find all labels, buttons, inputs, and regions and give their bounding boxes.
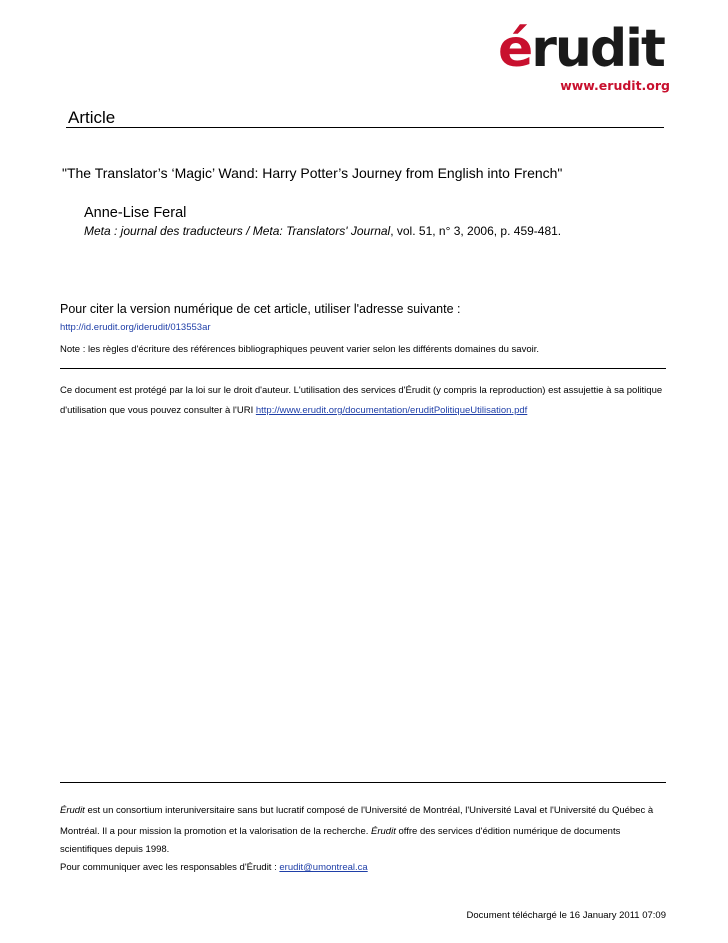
rights-line-2-text: d'utilisation que vous pouvez consulter à l'URI	[60, 405, 256, 416]
erudit-name: Érudit	[371, 826, 396, 837]
logo-url: www.erudit.org	[560, 78, 670, 93]
erudit-logo	[498, 20, 670, 100]
contact-text: Pour communiquer avec les responsables d'Érudit :	[60, 862, 280, 873]
logo-word-rest: rudit	[531, 19, 664, 79]
email-link[interactable]: erudit@umontreal.ca	[279, 862, 368, 873]
divider	[60, 782, 666, 783]
about-line-2-suffix: offre des services d'édition numérique de documents	[395, 826, 621, 837]
header-divider	[66, 127, 664, 128]
rights-line-2	[60, 405, 527, 416]
divider	[60, 368, 666, 369]
article-author: Anne-Lise Feral	[84, 205, 187, 221]
citation-note: Note : les règles d'écriture des références bibliographiques peuvent varier selon les différents domaines du savoir.	[60, 344, 540, 355]
erudit-name: Érudit	[60, 805, 85, 816]
about-line-1	[60, 805, 653, 816]
citation-details: , vol. 51, n° 3, 2006, p. 459-481.	[390, 224, 562, 238]
about-line-3: scientifiques depuis 1998.	[60, 844, 170, 855]
about-line-2	[60, 826, 620, 837]
logo-accent-letter: é	[498, 19, 532, 79]
journal-name: Meta : journal des traducteurs / Meta: Translators' Journal	[84, 224, 391, 238]
rights-line-1: Ce document est protégé par la loi sur le droit d'auteur. L'utilisation des services d'Érudit (y compris la reproduction) est assujettie à sa politique	[60, 385, 663, 396]
section-label: Article	[68, 108, 116, 127]
download-timestamp: Document téléchargé le 16 January 2011 07:09	[466, 910, 666, 921]
policy-link[interactable]: http://www.erudit.org/documentation/eruditPolitiqueUtilisation.pdf	[255, 405, 528, 416]
cite-heading: Pour citer la version numérique de cet article, utiliser l'adresse suivante :	[60, 302, 461, 316]
permalink-link[interactable]: http://id.erudit.org/iderudit/013553ar	[60, 322, 211, 333]
contact-line	[60, 862, 368, 873]
about-line-2-text: Montréal. Il a pour mission la promotion et la valorisation de la recherche.	[60, 826, 372, 837]
about-line-1-text: est un consortium interuniversitaire sans but lucratif composé de l'Université de Montréal, l'Université Laval et l'Université du Québec à	[84, 805, 654, 816]
journal-citation	[84, 224, 561, 238]
logo-wordmark	[498, 20, 664, 78]
article-title: "The Translator’s ‘Magic’ Wand: Harry Potter’s Journey from English into French"	[62, 165, 563, 181]
